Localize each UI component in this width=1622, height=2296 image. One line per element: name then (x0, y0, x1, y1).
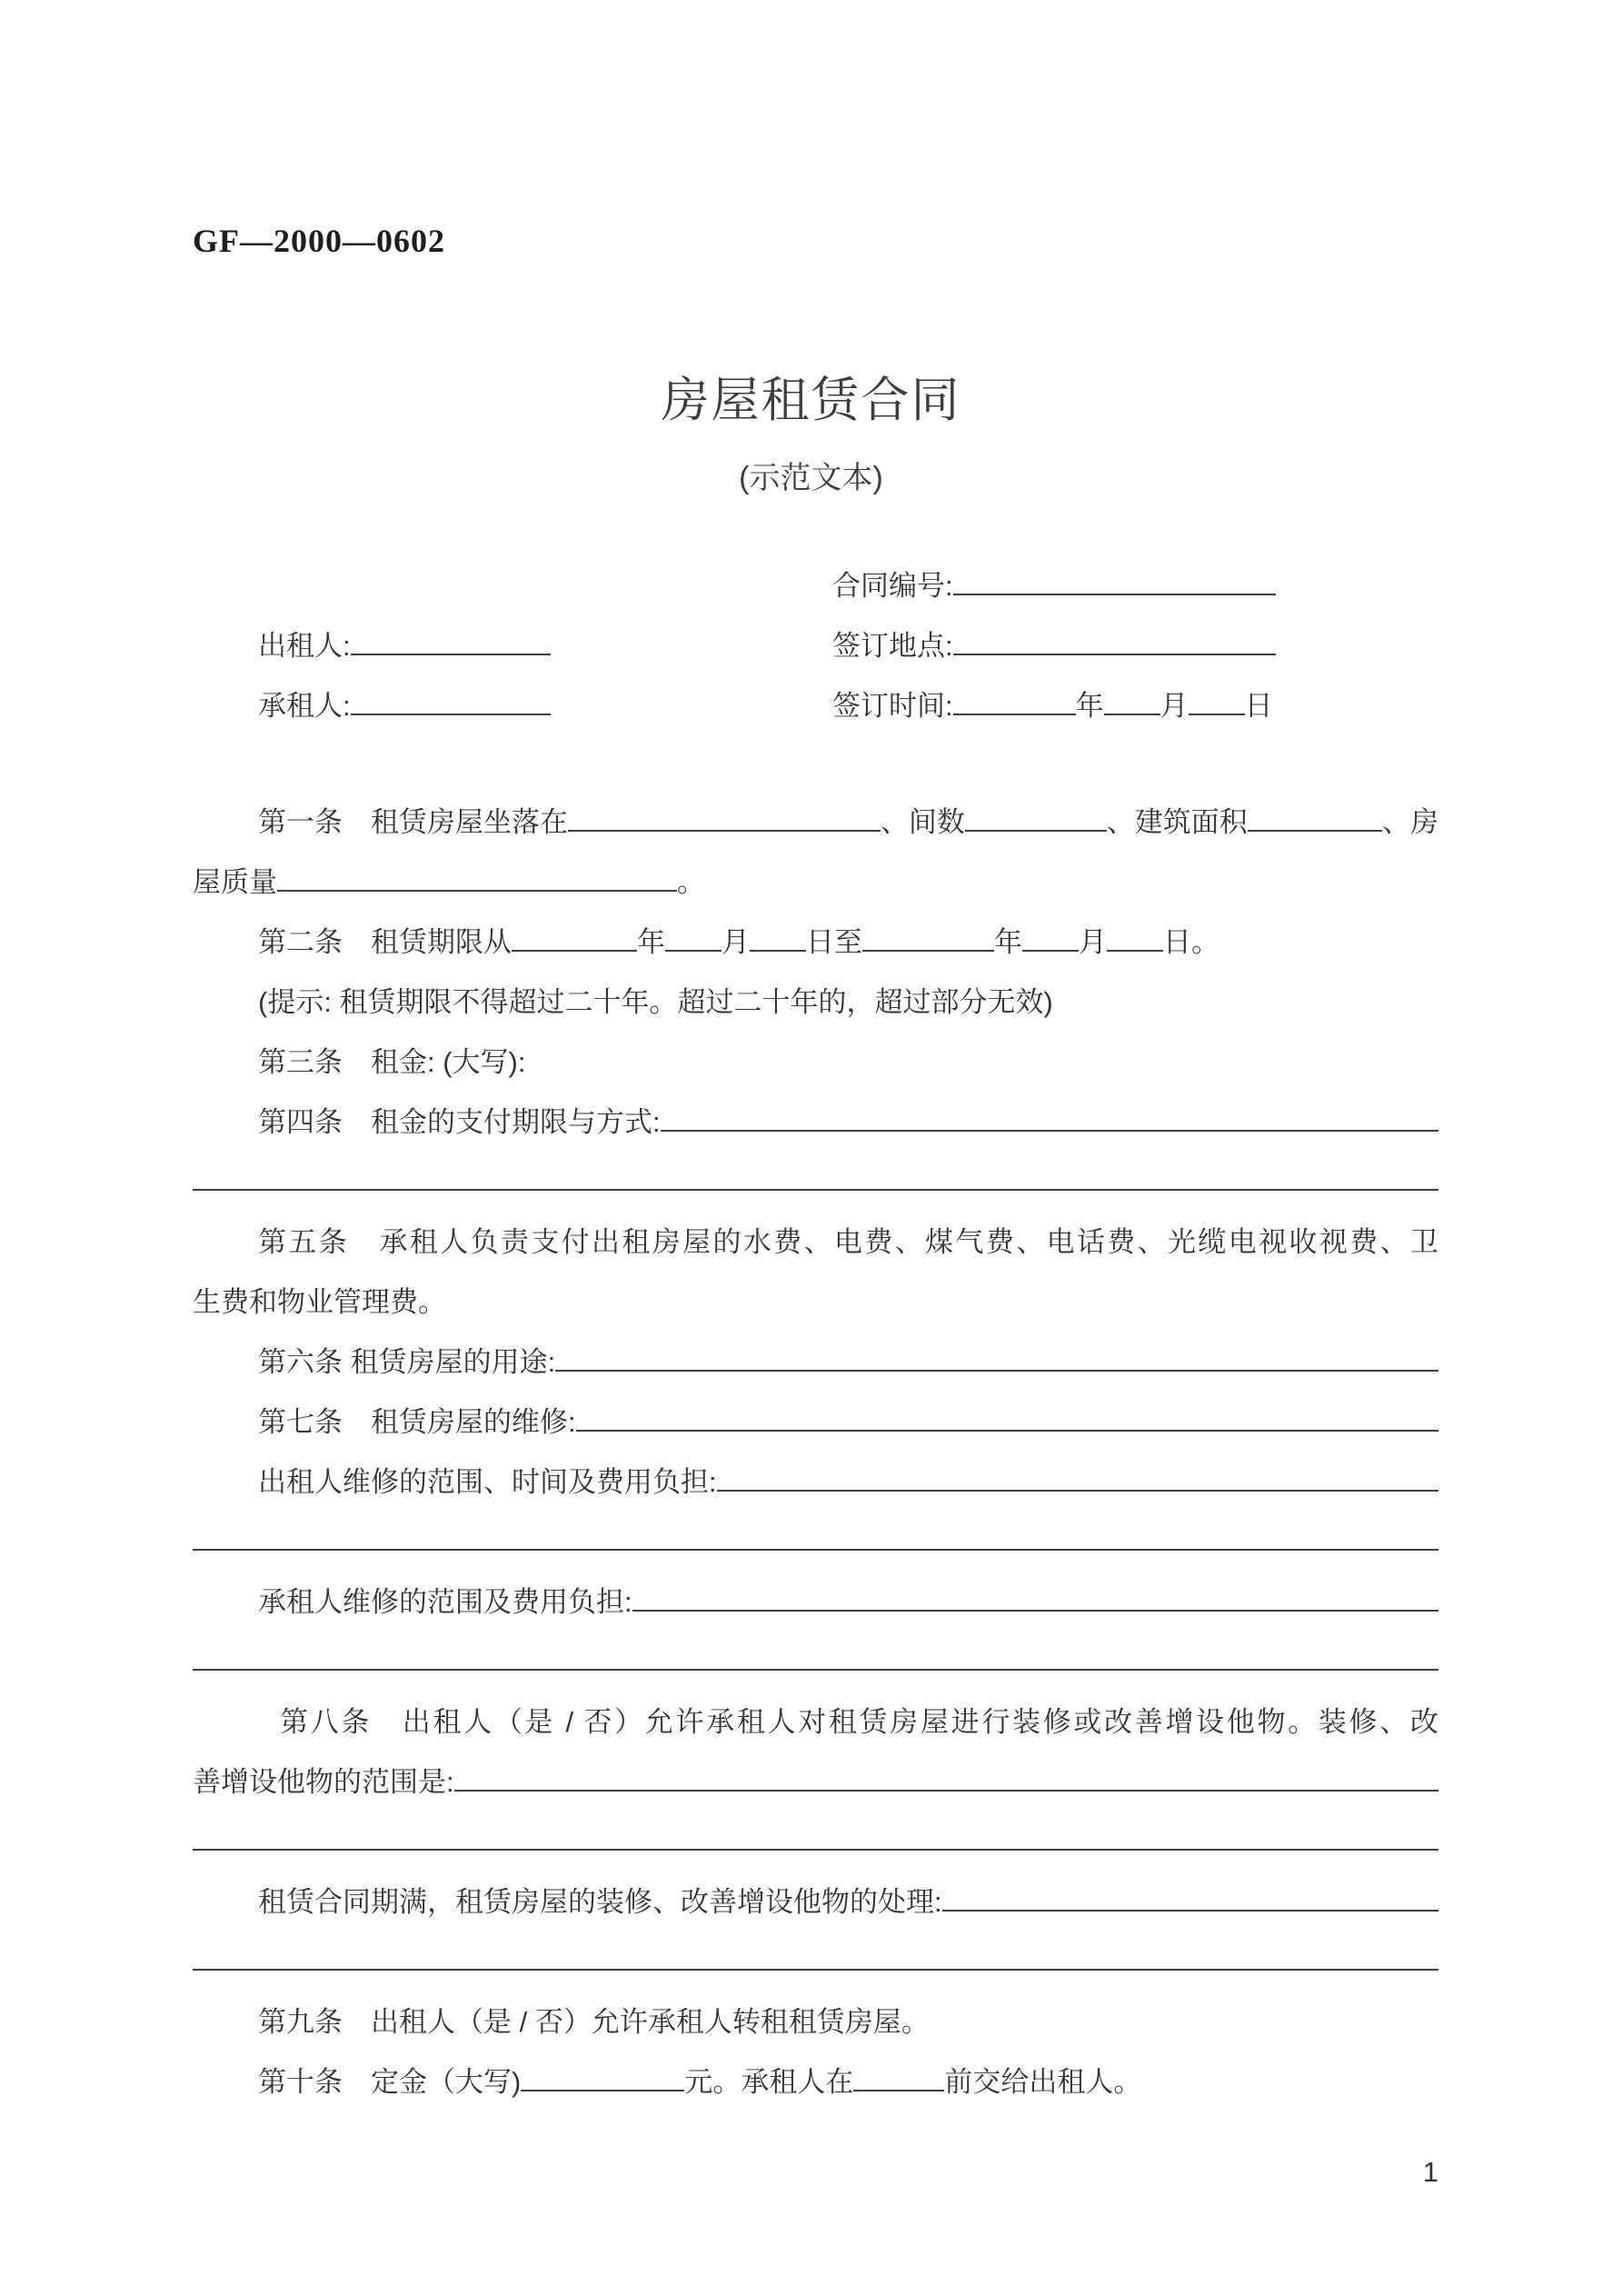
contract-no-field (832, 556, 1438, 616)
article-7-line (193, 1393, 1438, 1452)
lessee-blank (351, 677, 551, 715)
article-5-wrap-text: 生费和物业管理费。 (193, 1286, 446, 1318)
header-fields (193, 556, 1438, 736)
end-month-label: 月 (1079, 926, 1107, 958)
doc-code: GF—2000—0602 (193, 223, 445, 259)
deposit-amount-blank (521, 2053, 684, 2091)
contract-no-row (193, 556, 1438, 616)
article-6-text: 第六条 租赁房屋的用途: (258, 1346, 556, 1378)
article-9-line (193, 1992, 1438, 2052)
start-day-label: 日至 (806, 926, 862, 958)
expiry-handling-blank (942, 1873, 1438, 1912)
lessee-maintenance-blank (632, 1573, 1438, 1612)
lessor-maintenance-line (193, 1452, 1438, 1512)
lessee-maintenance-line (193, 1572, 1438, 1632)
rooms-blank (965, 794, 1107, 832)
doc-title: 房屋租赁合同 (661, 374, 961, 427)
lessee-maintenance-text: 承租人维修的范围及费用负担: (258, 1586, 632, 1618)
blank-line-rule (193, 1932, 1438, 1971)
blank-line-rule (193, 1153, 1438, 1191)
sign-time-month-blank (1104, 677, 1160, 715)
contract-no-blank (953, 557, 1276, 595)
deposit-date-blank (853, 2053, 944, 2091)
expiry-handling-text: 租赁合同期满，租赁房屋的装修、改善增设他物的处理: (258, 1886, 942, 1918)
article-2-line (193, 913, 1438, 973)
article-2-note (193, 973, 1438, 1033)
article-4-line (193, 1093, 1438, 1153)
article-8-line-2 (193, 1752, 1438, 1812)
article-1-wrap-text: 、房 (1382, 806, 1438, 838)
rooms-label: 、间数 (880, 806, 965, 838)
contract-no-label: 合同编号: (832, 570, 953, 602)
day-label: 日 (1244, 690, 1273, 722)
lessee-label: 承租人: (258, 690, 351, 722)
renovation-scope-blank (454, 1753, 1438, 1792)
month-label: 月 (1159, 690, 1189, 722)
sign-time-day-blank (1189, 677, 1245, 715)
maintenance-blank (576, 1393, 1438, 1432)
sign-time-field (832, 676, 1438, 736)
expiry-handling-line (193, 1872, 1438, 1932)
quality-label: 屋质量 (193, 866, 277, 898)
lessor-field (193, 616, 832, 676)
start-month-label: 月 (721, 926, 750, 958)
article-10-line (193, 2052, 1438, 2112)
page-number: 1 (1422, 2156, 1438, 2188)
lessee-field (193, 676, 832, 736)
blank-line-5 (193, 1932, 1438, 1992)
sign-place-label: 签订地点: (832, 630, 953, 662)
article-2-text: 第二条 租赁期限从 (258, 926, 512, 958)
lessor-label: 出租人: (258, 630, 351, 662)
start-day-blank (750, 913, 806, 952)
start-month-blank (665, 913, 721, 952)
location-blank (568, 794, 881, 832)
area-blank (1248, 794, 1382, 832)
lessor-blank (351, 617, 551, 655)
sign-place-blank (953, 617, 1276, 655)
article-4-text: 第四条 租金的支付期限与方式: (258, 1106, 661, 1138)
article-7-text: 第七条 租赁房屋的维修: (258, 1406, 576, 1438)
note-text: (提示: 租赁期限不得超过二十年。超过二十年的，超过部分无效) (258, 986, 1053, 1018)
sign-time-year-blank (953, 677, 1076, 715)
article-1-text: 第一条 租赁房屋坐落在 (258, 806, 568, 838)
end-day-blank (1107, 913, 1163, 952)
article-1-line-1 (193, 793, 1438, 853)
blank-line-rule (193, 1812, 1438, 1851)
lessee-row (193, 676, 1438, 736)
end-month-blank (1022, 913, 1079, 952)
blank-line-4 (193, 1812, 1438, 1872)
article-6-line (193, 1333, 1438, 1393)
lessor-row (193, 616, 1438, 676)
payment-method-blank (661, 1093, 1438, 1132)
article-10-end-text: 前交给出租人。 (944, 2066, 1142, 2098)
article-8-wrap-text: 善增设他物的范围是: (193, 1766, 454, 1798)
article-1-period: 。 (677, 866, 705, 898)
blank-line-3 (193, 1632, 1438, 1692)
article-9-text: 第九条 出租人（是 / 否）允许承租人转租租赁房屋。 (258, 2006, 930, 2038)
end-year-label: 年 (994, 926, 1022, 958)
blank-line-1 (193, 1153, 1438, 1213)
blank-line-rule (193, 1512, 1438, 1551)
end-year-blank (862, 913, 994, 952)
lessor-maintenance-text: 出租人维修的范围、时间及费用负担: (258, 1466, 717, 1498)
area-label: 、建筑面积 (1106, 806, 1248, 838)
lessor-maintenance-blank (717, 1453, 1438, 1492)
article-3-line (193, 1033, 1438, 1093)
article-10-mid-text: 元。承租人在 (684, 2066, 854, 2098)
end-day-label: 日。 (1163, 926, 1219, 958)
quality-blank (277, 854, 677, 892)
sign-place-field (832, 616, 1438, 676)
article-5-line-2 (193, 1273, 1438, 1333)
sign-time-label: 签订时间: (832, 690, 953, 722)
blank-line-2 (193, 1512, 1438, 1572)
start-year-label: 年 (637, 926, 665, 958)
article-5-line-1: 第五条 承租人负责支付出租房屋的水费、电费、煤气费、电话费、光缆电视收视费、卫 (258, 1226, 1438, 1258)
article-3-text: 第三条 租金: (大写): (258, 1046, 526, 1078)
usage-blank (555, 1333, 1438, 1372)
doc-subtitle: (示范文本) (739, 461, 883, 495)
year-label: 年 (1075, 690, 1104, 722)
article-10-text: 第十条 定金（大写) (258, 2066, 522, 2098)
article-8-line-1: 第八条 出租人（是 / 否）允许承租人对租赁房屋进行装修或改善增设他物。装修、改 (280, 1706, 1438, 1738)
blank-line-rule (193, 1632, 1438, 1671)
contract-body (193, 793, 1438, 2112)
article-1-line-2 (193, 853, 1438, 913)
start-year-blank (512, 913, 637, 952)
